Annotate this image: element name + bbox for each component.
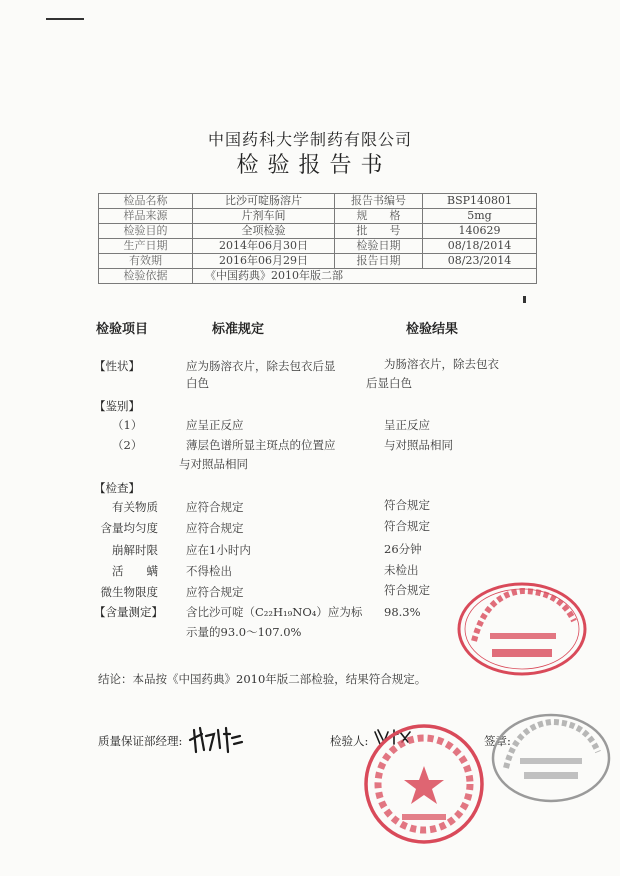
document-title: 检验报告书 — [236, 153, 392, 178]
standard-text: 与对照品相同 — [179, 457, 248, 471]
item-name: （1） — [112, 418, 143, 432]
result-text: 符合规定 — [384, 519, 430, 533]
standard-text: 应符合规定 — [186, 521, 244, 535]
table-row — [99, 209, 537, 224]
standard-text: 应为肠溶衣片，除去包衣后显 — [186, 359, 336, 373]
field-value: 比沙可啶肠溶片 — [193, 194, 335, 209]
scan-mark — [523, 296, 526, 303]
field-label: 报告日期 — [335, 254, 423, 269]
field-label: 检验日期 — [335, 239, 423, 254]
info-table — [98, 193, 537, 284]
field-value: 2014年06月30日 — [193, 239, 335, 254]
table-row — [99, 269, 537, 284]
standard-text: 应符合规定 — [186, 585, 244, 599]
result-text: 未检出 — [384, 563, 419, 577]
result-text: 后显白色 — [366, 376, 412, 390]
field-label: 规 格 — [335, 209, 423, 224]
column-header-standard: 标准规定 — [212, 322, 265, 337]
section-identification: 【鉴别】 — [94, 399, 140, 413]
result-text: 与对照品相同 — [384, 438, 453, 452]
inspector-label: 检验人: — [330, 734, 369, 748]
result-text: 呈正反应 — [384, 418, 430, 432]
field-label: 检验依据 — [99, 269, 193, 284]
item-name: 含量均匀度 — [100, 521, 158, 535]
field-label: 检品名称 — [99, 194, 193, 209]
result-text: 符合规定 — [384, 583, 430, 597]
column-header-result: 检验结果 — [406, 322, 459, 337]
field-value: 2016年06月29日 — [193, 254, 335, 269]
section-tests: 【检查】 — [94, 481, 140, 495]
seal-stamp — [362, 722, 486, 846]
table-row — [99, 239, 537, 254]
result-text: 26分钟 — [384, 542, 422, 556]
field-value: 全项检验 — [193, 224, 335, 239]
result-text: 为肠溶衣片，除去包衣 — [384, 357, 499, 371]
standard-text: 应在1小时内 — [186, 543, 251, 557]
item-name: 崩解时限 — [112, 543, 158, 557]
result-text: 98.3% — [384, 605, 421, 619]
standard-text: 薄层色谱所显主斑点的位置应 — [186, 438, 336, 452]
reviewer-label: 签章: — [484, 734, 511, 748]
field-label: 样品来源 — [99, 209, 193, 224]
table-row — [99, 224, 537, 239]
section-appearance: 【性状】 — [94, 359, 140, 373]
conclusion-text: 结论：本品按《中国药典》2010年版二部检验，结果符合规定。 — [98, 672, 427, 686]
section-assay: 【含量测定】 — [94, 605, 163, 619]
qa-stamp — [456, 581, 588, 677]
field-label: 检验目的 — [99, 224, 193, 239]
scan-mark — [46, 18, 84, 20]
table-row — [99, 194, 537, 209]
standard-text: 不得检出 — [186, 564, 232, 578]
field-value: 140629 — [423, 224, 537, 239]
company-name: 中国药科大学制药有限公司 — [207, 130, 412, 149]
field-value: 5mg — [423, 209, 537, 224]
qa-manager-label: 质量保证部经理: — [98, 734, 183, 748]
standard-text: 应呈正反应 — [186, 418, 244, 432]
field-value: 08/18/2014 — [423, 239, 537, 254]
handwritten-signature — [186, 722, 246, 758]
item-name: 活 螨 — [112, 564, 158, 578]
field-label: 有效期 — [99, 254, 193, 269]
field-label: 生产日期 — [99, 239, 193, 254]
field-value: 片剂车间 — [193, 209, 335, 224]
grey-stamp — [490, 712, 612, 804]
table-row — [99, 254, 537, 269]
column-header-item: 检验项目 — [96, 322, 149, 337]
result-text: 符合规定 — [384, 498, 430, 512]
field-label: 批 号 — [335, 224, 423, 239]
standard-text: 含比沙可啶（C₂₂H₁₉NO₄）应为标 — [186, 605, 363, 619]
field-value: 《中国药典》2010年版二部 — [193, 269, 537, 284]
item-name: 微生物限度 — [100, 585, 158, 599]
standard-text: 应符合规定 — [186, 500, 244, 514]
item-name: （2） — [112, 438, 143, 452]
field-value: BSP140801 — [423, 194, 537, 209]
field-value: 08/23/2014 — [423, 254, 537, 269]
item-name: 有关物质 — [112, 500, 158, 514]
standard-text: 白色 — [186, 376, 209, 390]
field-label: 报告书编号 — [335, 194, 423, 209]
standard-text: 示量的93.0～107.0% — [186, 625, 302, 639]
